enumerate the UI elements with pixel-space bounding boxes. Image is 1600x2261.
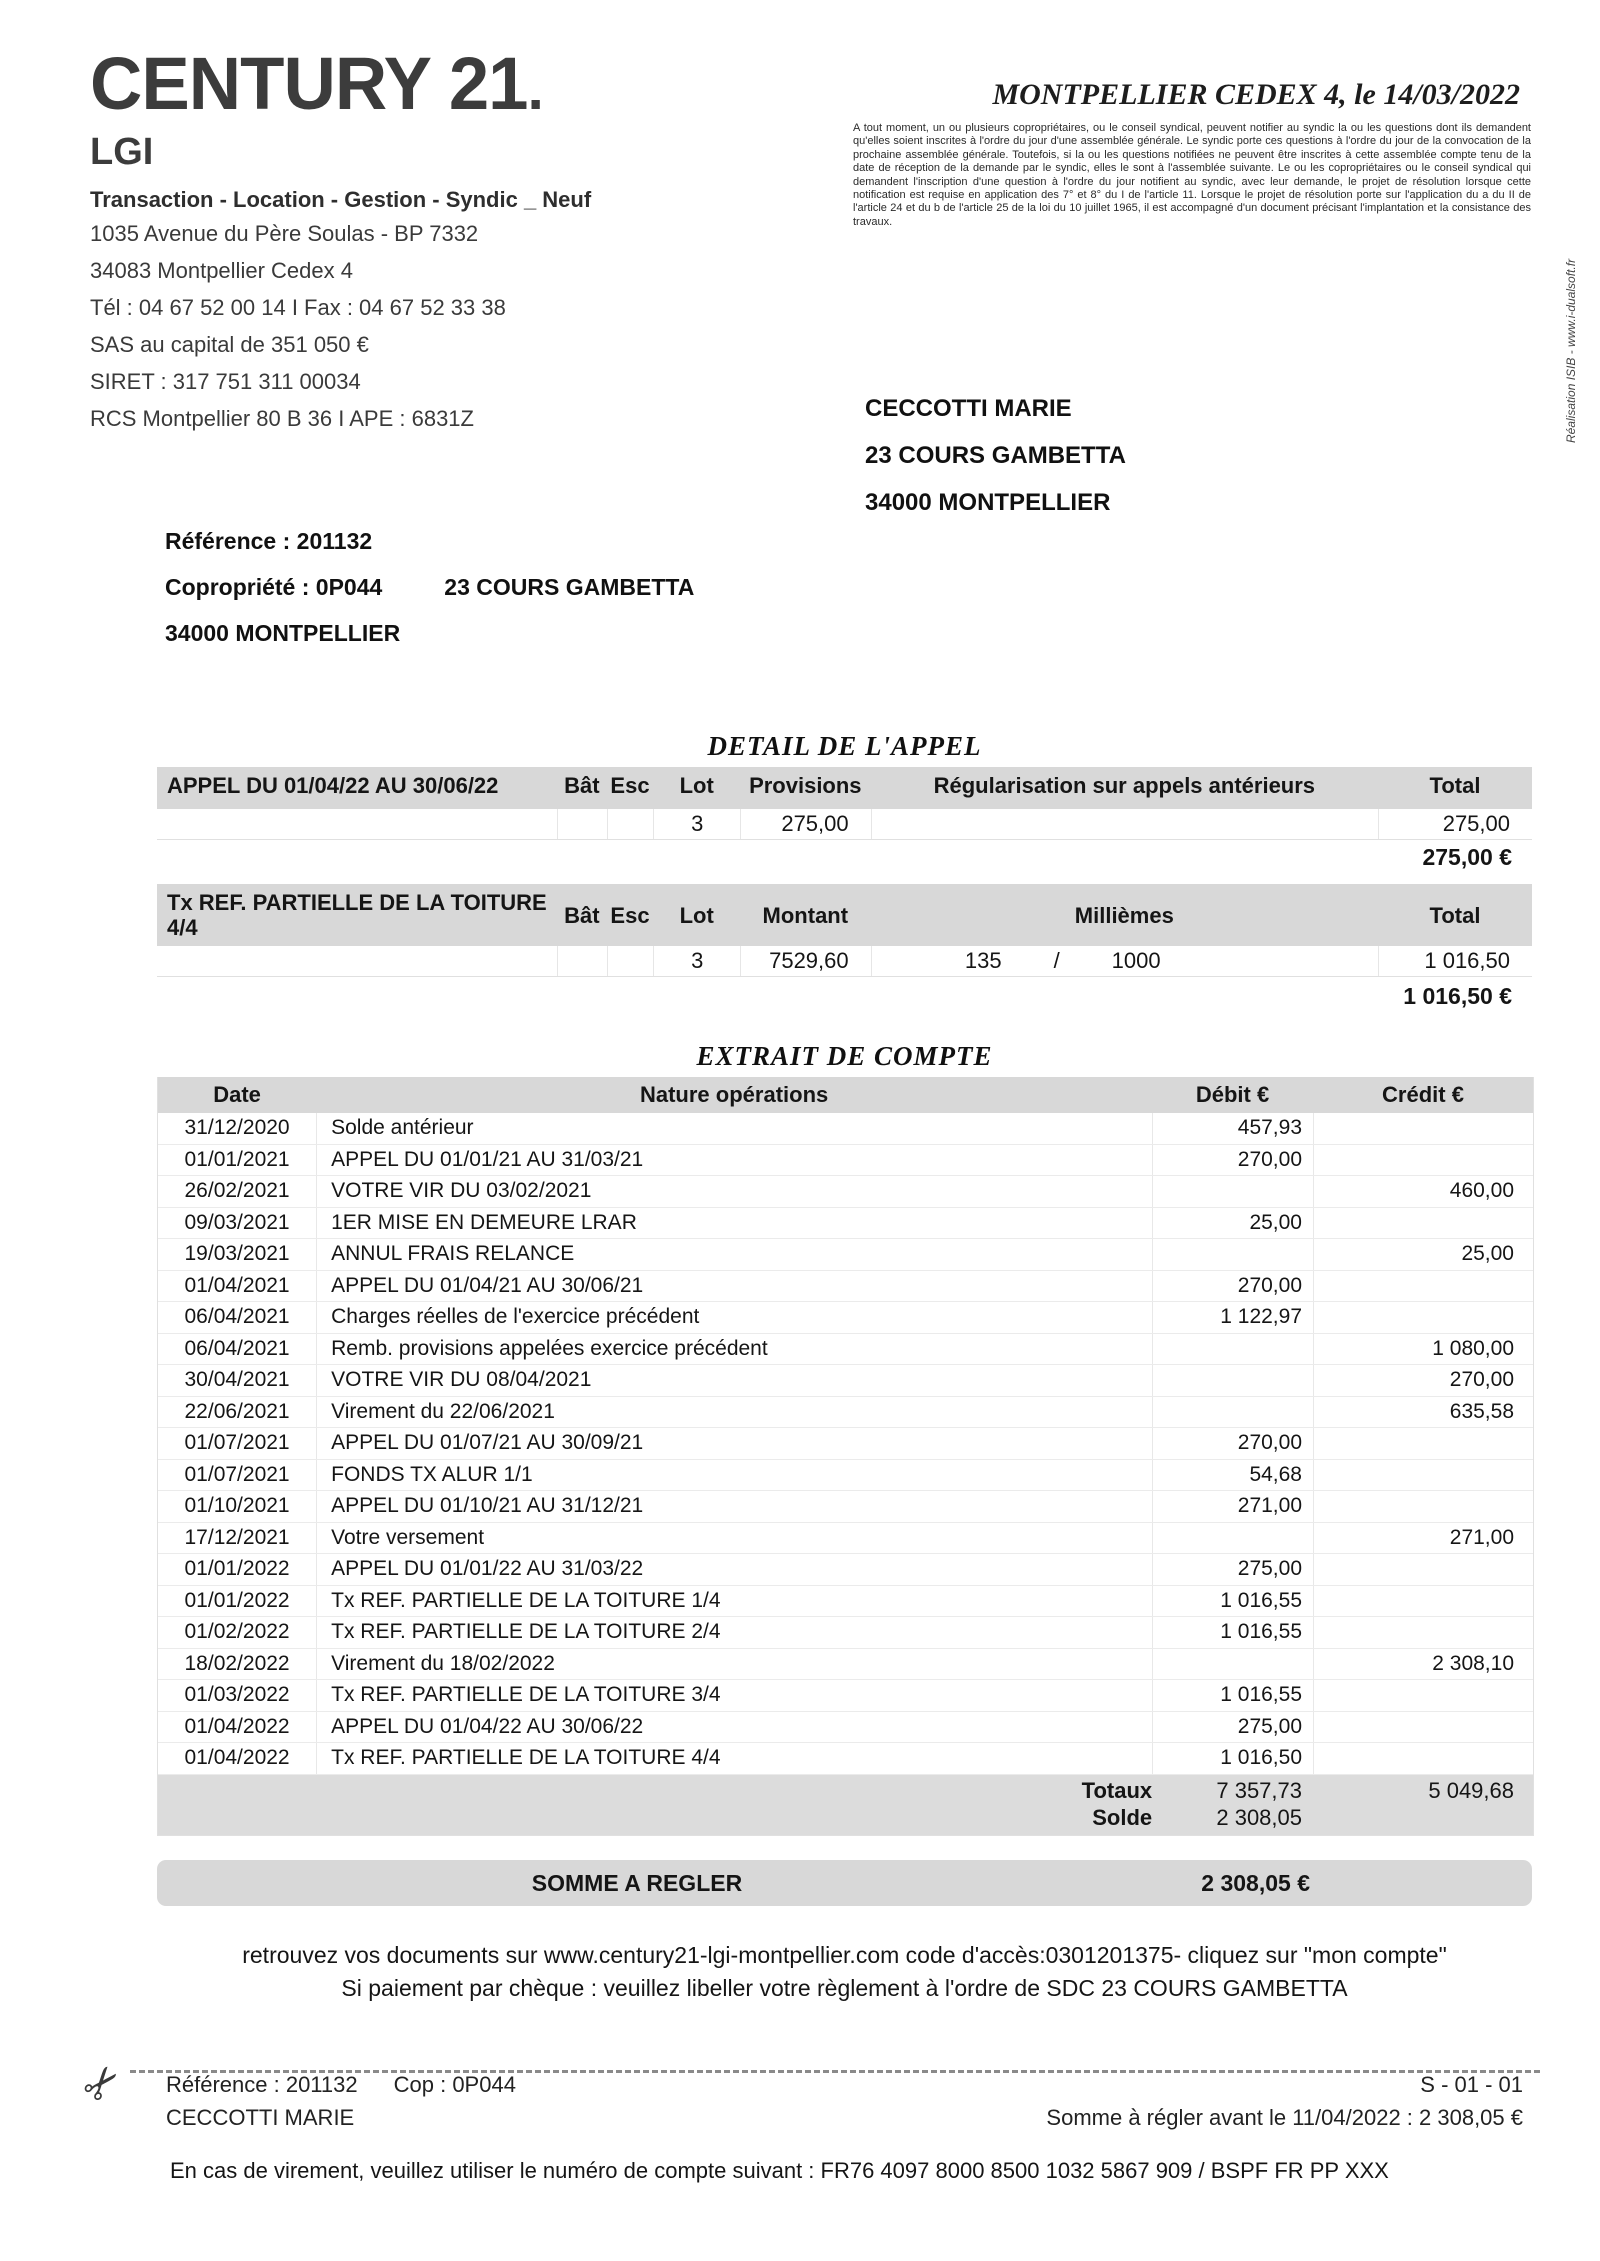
table-row — [158, 1617, 1533, 1649]
cell-regularisation — [871, 809, 1378, 839]
recipient-name: CECCOTTI MARIE — [865, 395, 1072, 422]
table-row — [158, 1523, 1533, 1555]
column-header-credit: Crédit € — [1382, 1082, 1464, 1107]
table-row — [158, 1554, 1533, 1586]
cell-esc — [607, 946, 654, 976]
table-row — [158, 1491, 1533, 1523]
cell-credit — [1313, 1302, 1533, 1333]
column-header-bat: Bât — [564, 902, 600, 928]
cell-credit: 1 080,00 — [1313, 1334, 1533, 1365]
footer-recipient-name: CECCOTTI MARIE — [166, 2105, 355, 2130]
copropriete-line — [165, 564, 694, 610]
cell-credit — [1313, 1554, 1533, 1585]
account-rows — [158, 1113, 1533, 1775]
column-header-regularisation: Régularisation sur appels antérieurs — [933, 773, 1316, 798]
milliemes-numerator: 135 — [964, 948, 1002, 973]
cell-milliemes — [871, 946, 1378, 976]
legal-notice: A tout moment, un ou plusieurs copropriétaires, ou le conseil syndical, peuvent notifier au syndic la ou les questions dont ils demandent qu'elles soient inscrites à l'ordre du jour d'une assemblée générale. Le syndic porte ces questions à l'ordre du jour de la convocation de la prochaine assemblée générale. Toutefois, si la ou les questions notifiées ne peuvent être inscrites à cette assemblée compte tenu de la date de réception de la demande par le syndic, elles le sont à l'assemblée suivante. Le ou les copropriétaires ou le conseil syndical qui demandent l'inscription d'une question à l'ordre du jour notifient au syndic, avec leur demande, le projet de résolution lorsque cette notification est requise en application des 7° et 8° du I de l'article 11. Lorsque le projet de résolution porte sur l'application du a du II de l'article 24 et du b de l'article 25 de la loi du 10 juillet 1965, il est accompagné d'un document précisant l'implantation et la consistance des travaux. — [853, 122, 1531, 228]
virement-instruction: En cas de virement, veuillez utiliser le numéro de compte suivant : FR76 4097 8000 8500 1032 5867 909 / BSPF FR PP XXX — [170, 2158, 1389, 2183]
column-header-esc: Esc — [610, 773, 650, 798]
scissors-icon: ✂ — [71, 2053, 134, 2114]
cell-debit: 25,00 — [1152, 1208, 1313, 1239]
solde-debit: 2 308,05 — [1216, 1804, 1302, 1830]
cell-nature: Virement du 18/02/2022 — [316, 1649, 1152, 1680]
cell-debit: 275,00 — [1152, 1554, 1313, 1585]
table-row — [158, 1239, 1533, 1271]
cell-nature: Solde antérieur — [316, 1113, 1152, 1144]
cell-nature: Remb. provisions appelées exercice précédent — [316, 1334, 1152, 1365]
cell-credit — [1313, 1680, 1533, 1711]
column-header-date: Date — [213, 1082, 261, 1107]
column-header-montant: Montant — [762, 902, 849, 928]
table-row — [158, 1743, 1533, 1775]
milliemes-denominator: 1000 — [1111, 948, 1161, 973]
column-header-total: Total — [1429, 773, 1481, 798]
account-table-header — [158, 1077, 1533, 1113]
cell-credit: 635,58 — [1313, 1397, 1533, 1428]
extrait-compte-section — [157, 1041, 1532, 2005]
cell-debit: 270,00 — [1152, 1428, 1313, 1459]
cell-credit — [1313, 1712, 1533, 1743]
cell-debit — [1152, 1365, 1313, 1396]
cell-nature: Charges réelles de l'exercice précédent — [316, 1302, 1152, 1333]
cell-credit — [1313, 1271, 1533, 1302]
company-phone-line: Tél : 04 67 52 00 14 I Fax : 04 67 52 33 38 — [90, 295, 506, 320]
cell-bat — [557, 946, 607, 976]
recipient-city: 34000 MONTPELLIER — [865, 489, 1111, 516]
column-header-label: APPEL DU 01/04/22 AU 30/06/22 — [167, 773, 499, 798]
cell-credit — [1313, 1208, 1533, 1239]
footer-cop: Cop : 0P044 — [393, 2072, 516, 2097]
print-credit-note: Réalisation ISIB - www.i-dualsoft.fr — [1564, 258, 1578, 443]
documents-access-note: retrouvez vos documents sur www.century21-lgi-montpellier.com code d'accès:0301201375- cliquez sur "mon compte" — [242, 1941, 1447, 1968]
footer-reference-line — [166, 2068, 516, 2101]
travaux-table-row — [157, 946, 1532, 977]
cell-provisions: 275,00 — [740, 809, 871, 839]
cell-label — [157, 809, 557, 839]
cell-nature: APPEL DU 01/04/22 AU 30/06/22 — [316, 1712, 1152, 1743]
reference-block — [165, 518, 694, 656]
logo-text: CENTURY 21 — [90, 42, 528, 125]
table-row — [158, 1649, 1533, 1681]
totaux-row — [158, 1777, 1533, 1804]
cell-date: 26/02/2021 — [184, 1179, 290, 1202]
cell-esc — [607, 809, 654, 839]
cell-credit — [1313, 1113, 1533, 1144]
cell-debit: 271,00 — [1152, 1491, 1313, 1522]
footer-somme-avant: Somme à régler avant le 11/04/2022 : 2 308,05 € — [1046, 2105, 1523, 2130]
table-row — [158, 1712, 1533, 1744]
column-header-lot: Lot — [679, 902, 714, 928]
copropriete-code: Copropriété : 0P044 — [165, 574, 383, 600]
somme-value: 2 308,05 € — [1201, 1869, 1310, 1896]
company-tagline: Transaction - Location - Gestion - Syndic _ Neuf — [90, 187, 592, 212]
cell-debit — [1152, 1523, 1313, 1554]
travaux-table-grand-total: 1 016,50 € — [1403, 983, 1512, 1009]
table-row — [158, 1428, 1533, 1460]
column-header-milliemes: Millièmes — [1074, 902, 1174, 928]
company-capital-line: SAS au capital de 351 050 € — [90, 332, 369, 357]
cell-date: 01/10/2021 — [184, 1494, 290, 1517]
appel-table-grand-total: 275,00 € — [1422, 844, 1512, 870]
cell-date: 01/04/2022 — [184, 1714, 290, 1738]
column-header-debit: Débit € — [1195, 1082, 1270, 1107]
column-header-lot: Lot — [679, 773, 714, 798]
cell-debit: 54,68 — [1152, 1460, 1313, 1491]
travaux-table — [157, 884, 1532, 1013]
table-row — [158, 1397, 1533, 1429]
cell-total: 1 016,50 — [1378, 946, 1532, 976]
solde-credit — [1313, 1804, 1533, 1831]
cell-date: 30/04/2021 — [184, 1368, 290, 1391]
somme-label: SOMME A REGLER — [531, 1869, 743, 1896]
totals-band — [158, 1775, 1533, 1835]
cell-nature: 1ER MISE EN DEMEURE LRAR — [316, 1208, 1152, 1239]
cell-date: 22/06/2021 — [184, 1399, 290, 1423]
cell-nature: Virement du 22/06/2021 — [316, 1397, 1152, 1428]
cell-total: 275,00 — [1378, 809, 1532, 839]
cell-date: 31/12/2020 — [184, 1116, 290, 1139]
reference-number: Référence : 201132 — [165, 528, 373, 554]
cell-nature: VOTRE VIR DU 03/02/2021 — [316, 1176, 1152, 1207]
company-header — [90, 44, 591, 437]
cell-credit: 460,00 — [1313, 1176, 1533, 1207]
table-row — [158, 1208, 1533, 1240]
footer-code: S - 01 - 01 — [1420, 2072, 1523, 2097]
copropriete-city: 34000 MONTPELLIER — [165, 620, 401, 646]
footer-right — [1046, 2068, 1523, 2134]
section-title-detail: DETAIL DE L'APPEL — [707, 731, 982, 761]
cell-credit: 270,00 — [1313, 1365, 1533, 1396]
cell-debit: 1 016,50 — [1152, 1743, 1313, 1774]
table-row — [158, 1145, 1533, 1177]
cell-credit — [1313, 1145, 1533, 1176]
cell-credit: 25,00 — [1313, 1239, 1533, 1270]
company-rcs-line: RCS Montpellier 80 B 36 I APE : 6831Z — [90, 406, 474, 431]
cell-credit — [1313, 1617, 1533, 1648]
company-address-line: 1035 Avenue du Père Soulas - BP 7332 — [90, 221, 479, 246]
company-address-line: 34083 Montpellier Cedex 4 — [90, 258, 353, 283]
cell-debit: 1 122,97 — [1152, 1302, 1313, 1333]
travaux-table-header — [157, 884, 1532, 946]
table-row — [158, 1334, 1533, 1366]
table-row — [158, 1365, 1533, 1397]
cell-credit — [1313, 1586, 1533, 1617]
cell-lot: 3 — [653, 946, 740, 976]
copropriete-street: 23 COURS GAMBETTA — [444, 574, 695, 600]
table-row — [158, 1460, 1533, 1492]
totaux-label: Totaux — [1081, 1777, 1153, 1803]
cell-lot: 3 — [653, 809, 740, 839]
cell-debit: 275,00 — [1152, 1712, 1313, 1743]
cell-debit — [1152, 1176, 1313, 1207]
appel-table-row — [157, 809, 1532, 840]
cell-debit: 270,00 — [1152, 1145, 1313, 1176]
totaux-credit: 5 049,68 — [1428, 1777, 1514, 1803]
appel-table-header — [157, 767, 1532, 809]
section-title-extrait: EXTRAIT DE COMPTE — [696, 1041, 993, 1071]
table-row — [158, 1680, 1533, 1712]
cell-debit: 270,00 — [1152, 1271, 1313, 1302]
cell-nature: APPEL DU 01/04/21 AU 30/06/21 — [316, 1271, 1152, 1302]
column-header-esc: Esc — [610, 902, 650, 928]
footer-reference: Référence : 201132 — [166, 2072, 358, 2097]
solde-label: Solde — [1092, 1804, 1153, 1830]
cell-date: 01/04/2021 — [184, 1273, 290, 1297]
cell-date: 01/03/2022 — [184, 1683, 290, 1706]
cell-nature: Tx REF. PARTIELLE DE LA TOITURE 4/4 — [316, 1743, 1152, 1774]
city-date-line: MONTPELLIER CEDEX 4, le 14/03/2022 — [992, 78, 1520, 111]
table-row — [158, 1586, 1533, 1618]
table-row — [158, 1113, 1533, 1145]
cell-label — [157, 946, 557, 976]
cell-nature: VOTRE VIR DU 08/04/2021 — [316, 1365, 1152, 1396]
cell-nature: APPEL DU 01/01/21 AU 31/03/21 — [316, 1145, 1152, 1176]
cell-montant: 7529,60 — [740, 946, 871, 976]
somme-a-regler-bar — [157, 1860, 1532, 1906]
company-siret-line: SIRET : 317 751 311 00034 — [90, 369, 361, 394]
cell-nature: FONDS TX ALUR 1/1 — [316, 1460, 1152, 1491]
solde-row — [158, 1804, 1533, 1831]
cell-date: 06/04/2021 — [184, 1305, 290, 1328]
cheque-note: Si paiement par chèque : veuillez libeller votre règlement à l'ordre de SDC 23 COURS GAMBETTA — [341, 1974, 1348, 2001]
payment-notes — [157, 1939, 1532, 2005]
table-row — [158, 1176, 1533, 1208]
cell-debit — [1152, 1239, 1313, 1270]
cell-date: 01/07/2021 — [184, 1462, 290, 1486]
recipient-block — [865, 385, 1126, 526]
cell-nature: Tx REF. PARTIELLE DE LA TOITURE 1/4 — [316, 1586, 1152, 1617]
century21-logo — [90, 44, 581, 129]
table-row — [158, 1302, 1533, 1334]
table-row — [158, 1271, 1533, 1303]
appel-table — [157, 767, 1532, 872]
footer-left — [166, 2068, 516, 2134]
cell-date: 09/03/2021 — [184, 1210, 290, 1234]
column-header-provisions: Provisions — [749, 773, 862, 798]
cell-date: 19/03/2021 — [184, 1242, 290, 1265]
cell-credit: 271,00 — [1313, 1523, 1533, 1554]
cell-debit: 1 016,55 — [1152, 1586, 1313, 1617]
cell-date: 01/02/2022 — [184, 1620, 290, 1643]
cell-debit — [1152, 1334, 1313, 1365]
cell-date: 01/07/2021 — [184, 1431, 290, 1454]
cell-date: 01/01/2022 — [184, 1557, 290, 1580]
cell-nature: ANNUL FRAIS RELANCE — [316, 1239, 1152, 1270]
cell-date: 01/01/2022 — [184, 1588, 290, 1612]
cell-date: 01/04/2022 — [184, 1746, 290, 1769]
cell-nature: APPEL DU 01/10/21 AU 31/12/21 — [316, 1491, 1152, 1522]
cell-date: 01/01/2021 — [184, 1147, 290, 1171]
logo-period: . — [527, 55, 543, 122]
totaux-debit: 7 357,73 — [1216, 1777, 1302, 1803]
column-header-total: Total — [1429, 902, 1481, 928]
column-header-label: Tx REF. PARTIELLE DE LA TOITURE 4/4 — [167, 890, 547, 940]
cell-debit: 1 016,55 — [1152, 1680, 1313, 1711]
detail-appel-section — [157, 731, 1532, 1013]
logo-subbrand: LGI — [90, 131, 154, 173]
cell-nature: Tx REF. PARTIELLE DE LA TOITURE 2/4 — [316, 1617, 1152, 1648]
cell-bat — [557, 809, 607, 839]
column-header-bat: Bât — [564, 773, 600, 798]
cell-credit — [1313, 1743, 1533, 1774]
cell-date: 06/04/2021 — [184, 1336, 290, 1360]
milliemes-separator: / — [1053, 948, 1060, 973]
cell-debit: 1 016,55 — [1152, 1617, 1313, 1648]
cell-nature: APPEL DU 01/01/22 AU 31/03/22 — [316, 1554, 1152, 1585]
cell-credit — [1313, 1491, 1533, 1522]
cell-nature: APPEL DU 01/07/21 AU 30/09/21 — [316, 1428, 1152, 1459]
cell-date: 17/12/2021 — [184, 1525, 290, 1549]
cell-debit — [1152, 1649, 1313, 1680]
cell-credit — [1313, 1460, 1533, 1491]
cell-credit — [1313, 1428, 1533, 1459]
cell-debit: 457,93 — [1152, 1113, 1313, 1144]
account-table — [157, 1077, 1534, 1836]
cell-debit — [1152, 1397, 1313, 1428]
cell-date: 18/02/2022 — [184, 1651, 290, 1675]
cell-nature: Votre versement — [316, 1523, 1152, 1554]
recipient-street: 23 COURS GAMBETTA — [865, 442, 1126, 469]
column-header-nature: Nature opérations — [639, 1082, 829, 1107]
cell-credit: 2 308,10 — [1313, 1649, 1533, 1680]
cell-nature: Tx REF. PARTIELLE DE LA TOITURE 3/4 — [316, 1680, 1152, 1711]
